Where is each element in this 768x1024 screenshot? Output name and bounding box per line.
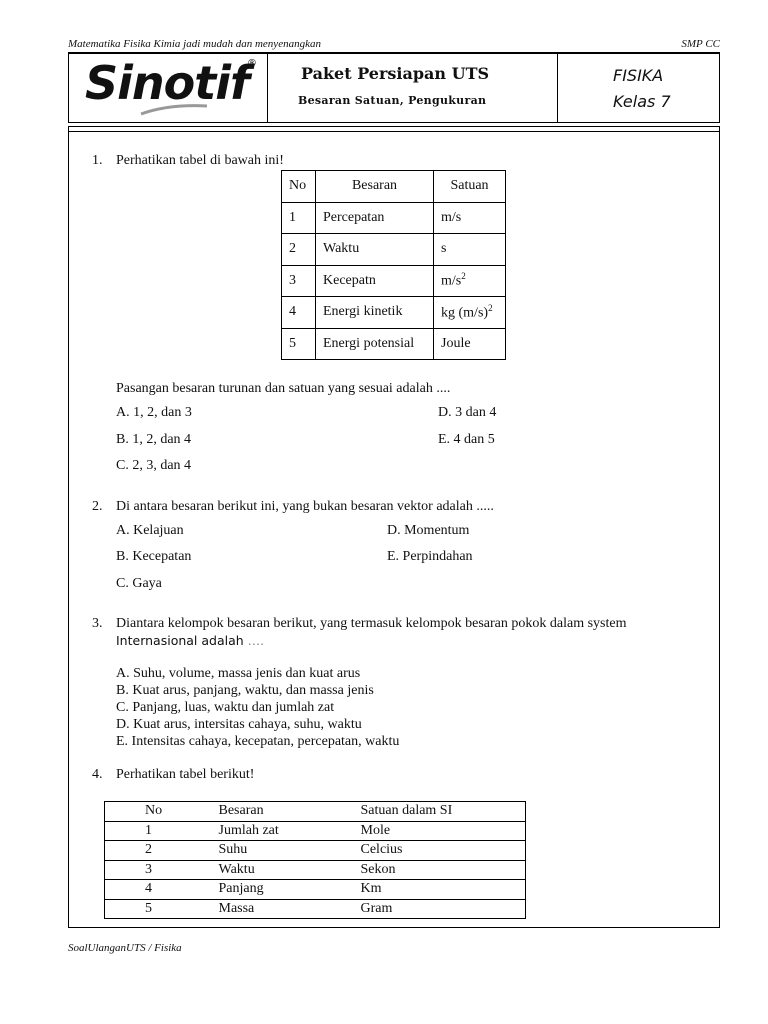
- table-cell-no: 5: [105, 899, 209, 919]
- unit-exponent: 2: [488, 302, 493, 313]
- unit-text: m/s: [441, 209, 462, 225]
- question-2-option-a: A. Kelajuan: [116, 523, 184, 538]
- question-1-text: Perhatikan tabel di bawah ini!: [116, 153, 284, 168]
- table-header-cell: Besaran: [209, 802, 355, 822]
- question-1-table: [281, 170, 506, 360]
- table-cell-besaran: Massa: [209, 899, 355, 919]
- logo-wordmark: Sinotif: [85, 56, 250, 110]
- content-frame-double-rule: [68, 131, 720, 132]
- table-cell-no: 2: [282, 234, 316, 266]
- unit-text: s: [441, 241, 447, 257]
- table-cell-no: 5: [282, 328, 316, 360]
- table-cell-no: 1: [105, 821, 209, 841]
- unit-exponent: 2: [461, 271, 466, 282]
- table-cell-satuan: Sekon: [355, 860, 526, 880]
- table-row: [105, 841, 526, 861]
- sinotif-logo: [83, 56, 261, 118]
- question-3-text-line1: Diantara kelompok besaran berikut, yang termasuk kelompok besaran pokok dalam system: [116, 616, 627, 631]
- unit-text: m/s: [441, 274, 462, 290]
- table-cell-no: 2: [105, 841, 209, 861]
- table-header-cell: Satuan dalam SI: [355, 802, 526, 822]
- question-1-option-b: B. 1, 2, dan 4: [116, 432, 192, 447]
- table-row: [105, 899, 526, 919]
- table-cell-besaran: Percepatan: [316, 202, 434, 234]
- question-1-option-e: E. 4 dan 5: [438, 432, 495, 447]
- table-cell-satuan: [434, 234, 506, 266]
- question-1-option-c: C. 2, 3, dan 4: [116, 458, 192, 473]
- table-cell-no: 3: [105, 860, 209, 880]
- table-cell-no: 4: [105, 880, 209, 900]
- table-row: [282, 265, 506, 297]
- table-cell-besaran: Jumlah zat: [209, 821, 355, 841]
- table-row: [282, 234, 506, 266]
- title-divider: [267, 54, 268, 122]
- question-3-option-e: E. Intensitas cahaya, kecepatan, percepatan, waktu: [116, 734, 400, 749]
- question-2-text: Di antara besaran berikut ini, yang bukan besaran vektor adalah .....: [116, 499, 494, 514]
- question-2-option-e: E. Perpindahan: [387, 549, 473, 564]
- question-4-number: 4.: [92, 767, 103, 782]
- table-row: [282, 328, 506, 360]
- page-footer: SoalUlanganUTS / Fisika: [68, 942, 182, 954]
- question-2-option-b: B. Kecepatan: [116, 549, 192, 564]
- table-cell-besaran: Waktu: [316, 234, 434, 266]
- logo-swoosh-icon: [139, 102, 209, 116]
- table-cell-satuan: Celcius: [355, 841, 526, 861]
- table-row: [105, 860, 526, 880]
- table-cell-satuan: Mole: [355, 821, 526, 841]
- table-cell-besaran: Energi potensial: [316, 328, 434, 360]
- table-cell-satuan: [434, 328, 506, 360]
- question-3-option-b: B. Kuat arus, panjang, waktu, dan massa jenis: [116, 683, 374, 698]
- document-title: Paket Persiapan UTS: [301, 64, 490, 83]
- table-header-cell: No: [282, 171, 316, 203]
- table-cell-no: 1: [282, 202, 316, 234]
- question-1-number: 1.: [92, 153, 103, 168]
- table-cell-besaran: Suhu: [209, 841, 355, 861]
- question-3-text-line2: [116, 633, 264, 648]
- table-cell-satuan: [434, 297, 506, 329]
- table-cell-satuan: Km: [355, 880, 526, 900]
- question-3-option-d: D. Kuat arus, intersitas cahaya, suhu, waktu: [116, 717, 362, 732]
- table-header-cell: Besaran: [316, 171, 434, 203]
- table-cell-besaran: Kecepatn: [316, 265, 434, 297]
- table-cell-besaran: Waktu: [209, 860, 355, 880]
- table-cell-satuan: Gram: [355, 899, 526, 919]
- question-3-option-a: A. Suhu, volume, massa jenis dan kuat arus: [116, 666, 361, 681]
- question-3-number: 3.: [92, 616, 103, 631]
- question-4-table: [104, 801, 526, 919]
- grade-label: Kelas 7: [613, 92, 671, 111]
- table-header-row: [105, 802, 526, 822]
- running-header-tagline: Matematika Fisika Kimia jadi mudah dan menyenangkan: [68, 38, 321, 50]
- question-2-number: 2.: [92, 499, 103, 514]
- question-2-option-d: D. Momentum: [387, 523, 470, 538]
- table-header-cell: Satuan: [434, 171, 506, 203]
- question-1-option-a: A. 1, 2, dan 3: [116, 405, 192, 420]
- registered-mark: ®: [247, 58, 257, 69]
- table-header-cell: No: [105, 802, 209, 822]
- table-cell-satuan: [434, 202, 506, 234]
- subject-label: FISIKA: [613, 66, 664, 85]
- table-cell-no: 4: [282, 297, 316, 329]
- subject-divider: [557, 54, 558, 122]
- question-4-text: Perhatikan tabel berikut!: [116, 767, 255, 782]
- question-2-option-c: C. Gaya: [116, 576, 162, 591]
- table-cell-no: 3: [282, 265, 316, 297]
- table-row: [105, 880, 526, 900]
- title-block: [68, 53, 720, 123]
- running-header-level: SMP CC: [681, 38, 720, 50]
- unit-text: Joule: [441, 335, 471, 351]
- table-header-row: [282, 171, 506, 203]
- question-1-prompt: Pasangan besaran turunan dan satuan yang sesuai adalah ....: [116, 381, 451, 396]
- unit-text: kg (m/s): [441, 305, 489, 321]
- table-cell-besaran: Energi kinetik: [316, 297, 434, 329]
- table-cell-besaran: Panjang: [209, 880, 355, 900]
- table-row: [105, 821, 526, 841]
- question-3-text-line2-words: Internasional adalah: [116, 633, 244, 648]
- question-1-option-d: D. 3 dan 4: [438, 405, 497, 420]
- table-row: [282, 202, 506, 234]
- table-row: [282, 297, 506, 329]
- document-subtitle: Besaran Satuan, Pengukuran: [298, 94, 487, 107]
- question-3-option-c: C. Panjang, luas, waktu dan jumlah zat: [116, 700, 335, 715]
- question-3-ellipsis: ….: [247, 633, 265, 648]
- table-cell-satuan: [434, 265, 506, 297]
